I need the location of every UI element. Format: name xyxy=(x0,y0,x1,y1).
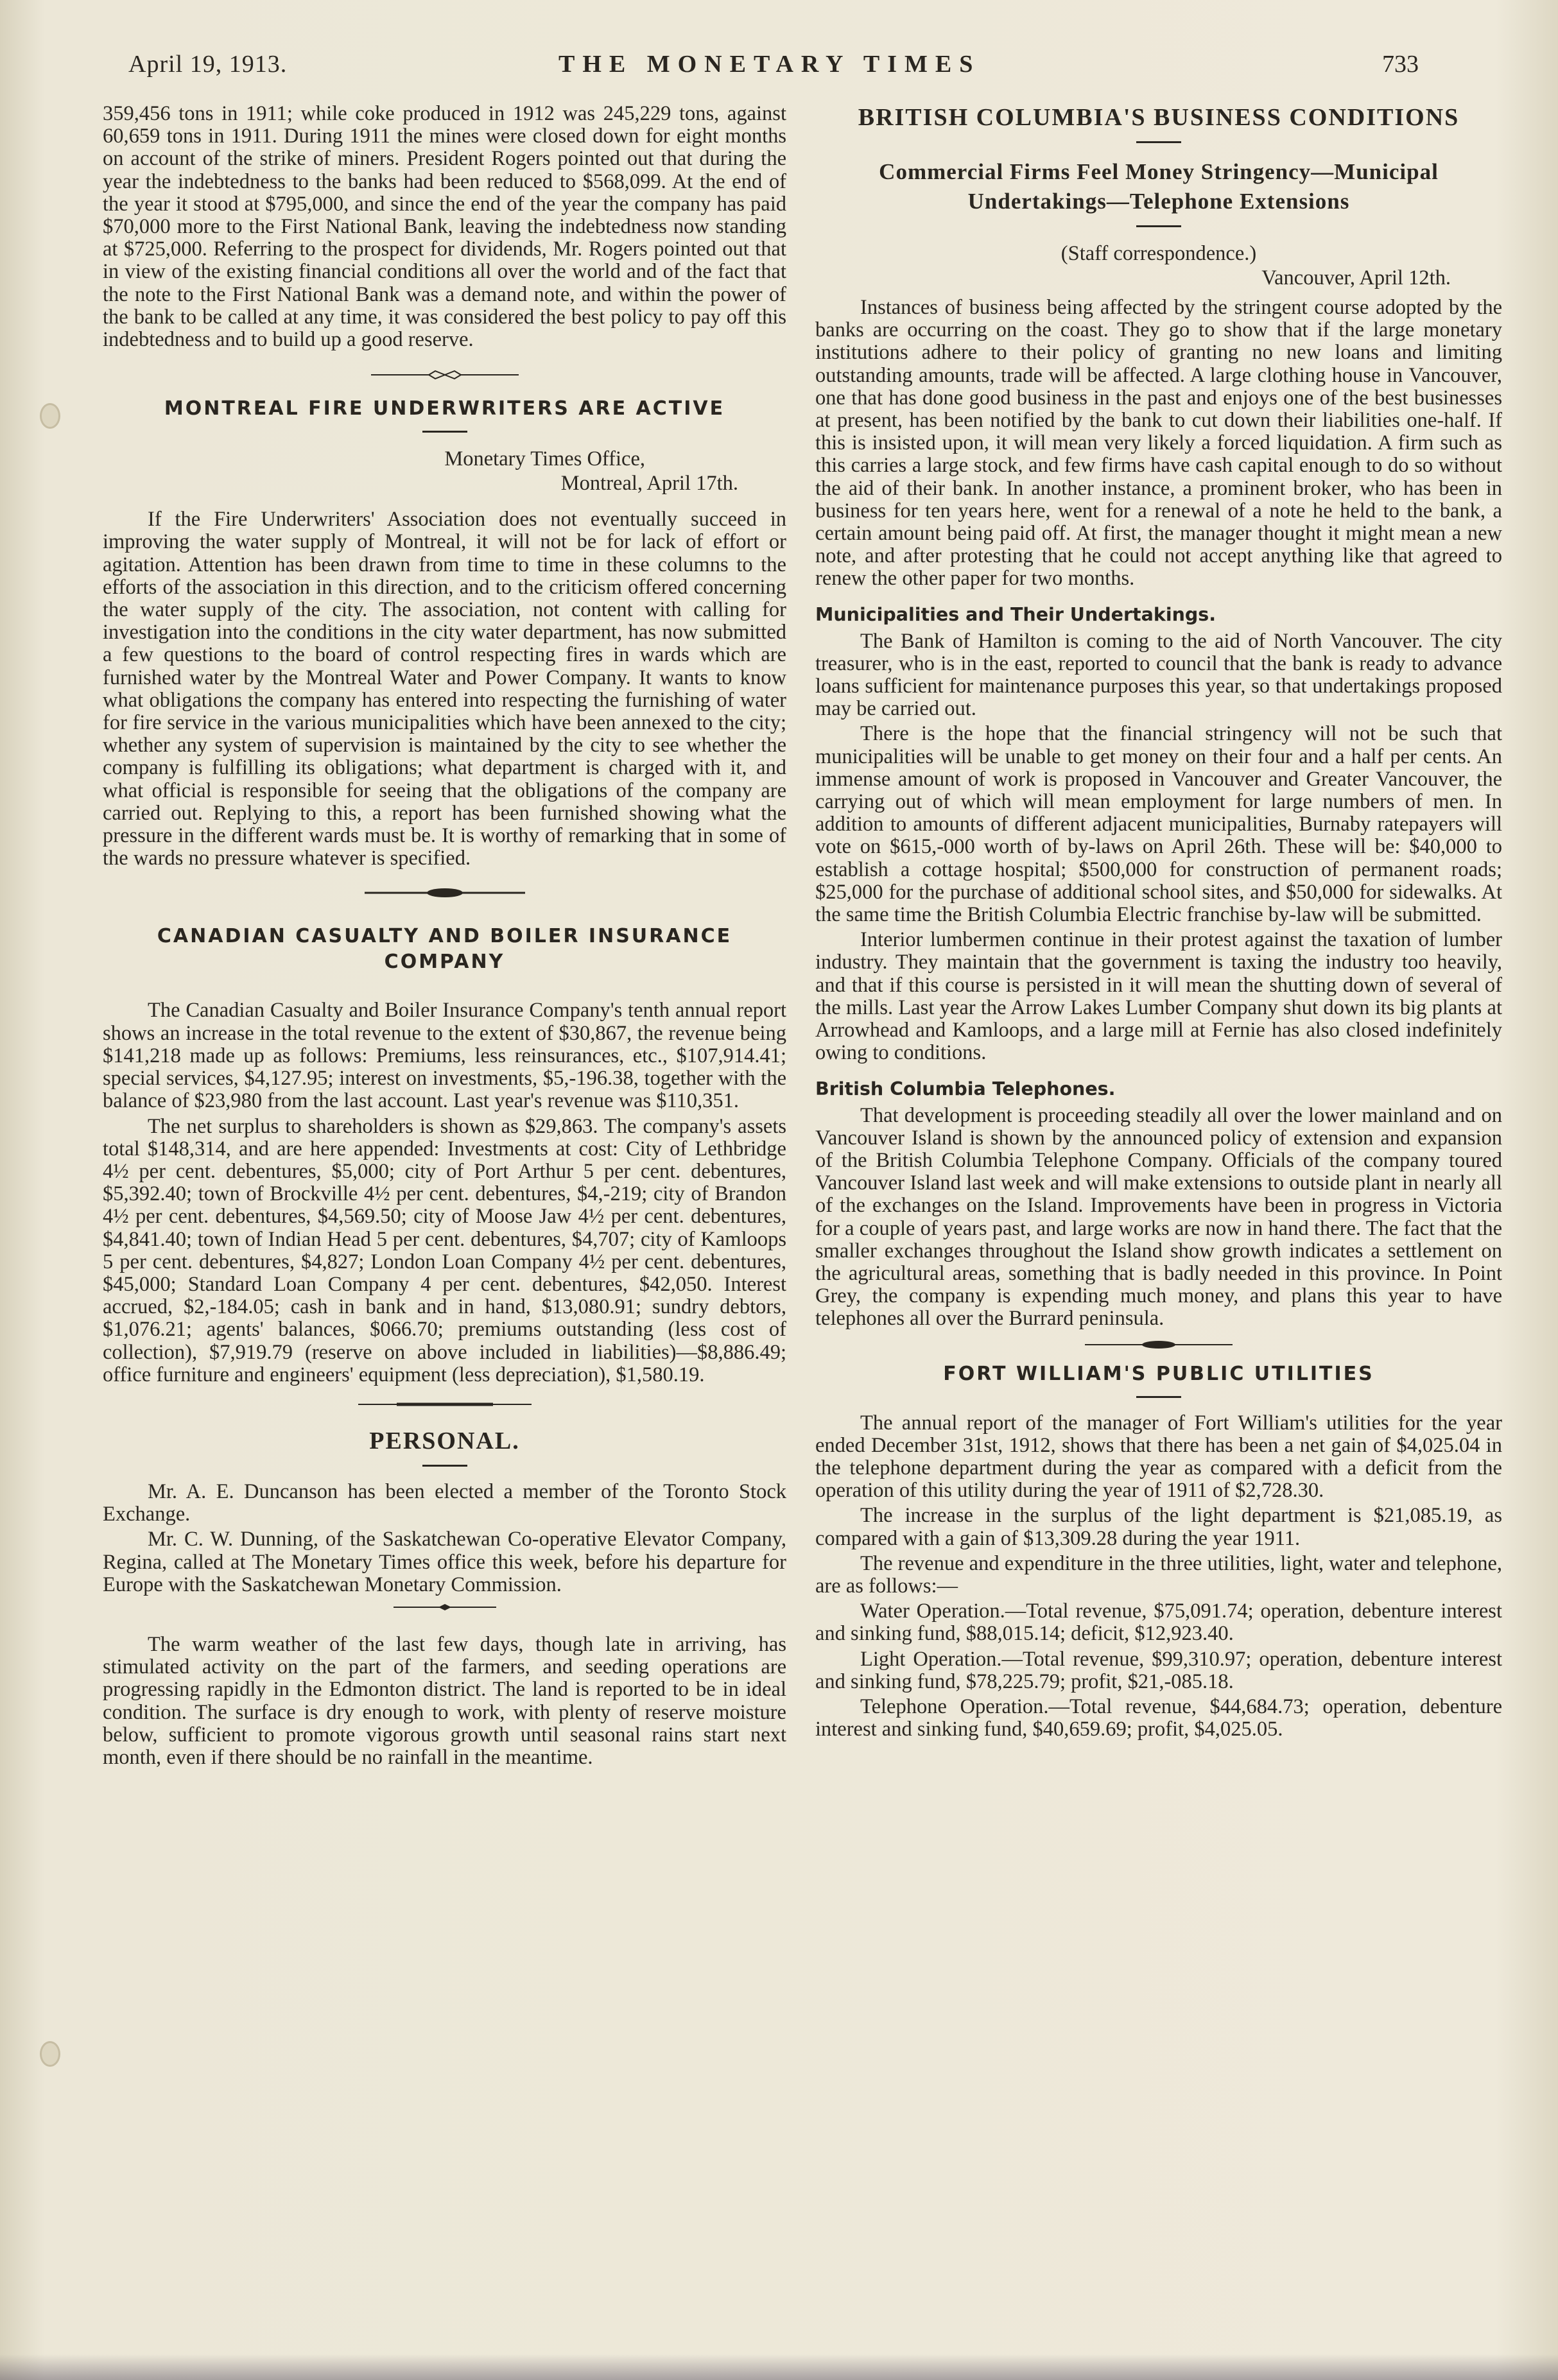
casualty-article xyxy=(103,924,786,1386)
header-title: THE MONETARY TIMES xyxy=(558,51,981,78)
left-column xyxy=(103,103,786,1772)
montreal-article xyxy=(103,396,786,870)
casualty-headline-line1: CANADIAN CASUALTY AND BOILER INSURANCE xyxy=(157,925,732,948)
personal-section xyxy=(103,1426,786,1596)
edmonton-weather-item: The warm weather of the last few days, though late in arriving, has stimulated activity on the part of the farmers, and seeding operations are progressing rapidly in the Edmonton district. The land is reported to be in ideal condition. The surface is dry enough to work, with plenty of reserve moisture below, sufficient to promote vigorous growth until seasonal rains start next month, even if there should be no rainfall in the meantime. xyxy=(103,1632,786,1769)
fortwilliam-article xyxy=(815,1361,1502,1741)
fw-para-1: The annual report of the manager of Fort William's utilities for the year ended December 31st, 1912, shows that there has been a net gain of $4,025.04 in the telephone department during the year as compared with a deficit from the operation of this utility during the year of 1911 of $2,728.30. xyxy=(815,1411,1502,1503)
bc-para-4: Interior lumbermen continue in their protest against the taxation of lumber industry. They maintain that the government is taxing the industry too heavily, and that if this course is persisted in it will mean the shutting down of several of the mills. Last year the Arrow Lakes Lumber Company shut down its big plants at Arrowhead and Kamloops, and a large mill at Fernie has also closed indefinitely owing to conditions. xyxy=(815,928,1502,1065)
ornament-divider-icon xyxy=(358,1399,532,1410)
bc-subheadline-line2: Undertakings—Telephone Extensions xyxy=(967,189,1350,214)
fw-telephone-operation: Telephone Operation.—Total revenue, $44,684.73; operation, debenture interest and sinking fund, $40,659.69; profit, $4,025.05. xyxy=(815,1694,1502,1741)
bc-para-2: The Bank of Hamilton is coming to the aid of North Vancouver. The city treasurer, who is in the east, reported to council that the bank is ready to advance loans sufficient for maintenance purposes this year, so that undertakings proposed may be carried out. xyxy=(815,629,1502,721)
title-rule xyxy=(422,1465,467,1467)
page-edge-shadow xyxy=(0,2354,1558,2380)
page-number: 733 xyxy=(1382,51,1419,78)
header-date: April 19, 1913. xyxy=(128,51,288,78)
bc-subheadline-line1: Commercial Firms Feel Money Stringency—Municipal xyxy=(879,159,1439,184)
personal-para-2: Mr. C. W. Dunning, of the Saskatchewan Co-operative Elevator Company, Regina, called at The Monetary Times office this week, before his departure for Europe with the Saskatchewan Monetary Commission. xyxy=(103,1528,786,1596)
bc-headline: BRITISH COLUMBIA'S BUSINESS CONDITIONS xyxy=(858,104,1460,131)
page-header xyxy=(128,50,1419,89)
fw-para-3: The revenue and expenditure in the three utilities, light, water and telephone, are as follows:— xyxy=(815,1551,1502,1598)
bc-subhead-municipalities: Municipalities and Their Undertakings. xyxy=(815,603,1216,625)
ornament-divider-icon xyxy=(394,1603,496,1612)
fw-water-operation: Water Operation.—Total revenue, $75,091.74; operation, debenture interest and sinking fund, $88,015.14; deficit, $12,923.40. xyxy=(815,1600,1502,1646)
casualty-para-1: The Canadian Casualty and Boiler Insurance Company's tenth annual report shows an increase in the total revenue to the extent of $30,867, the revenue being $141,218 made up as follows: Premiums, less reinsurances, etc., $107,914.41; special services, $4,127.95; interest on investments, $5,-196.38, together with the balance of $23,980 from the last account. Last year's revenue was $110,351. xyxy=(103,999,786,1113)
ornament-divider-icon xyxy=(371,365,519,384)
fortwilliam-headline: FORT WILLIAM'S PUBLIC UTILITIES xyxy=(943,1362,1374,1385)
ornament-divider-icon xyxy=(365,885,525,901)
montreal-headline: MONTREAL FIRE UNDERWRITERS ARE ACTIVE xyxy=(164,397,725,420)
casualty-para-2: The net surplus to shareholders is shown as $29,863. The company's assets total $148,314, and are here appended: Investments at cost: City of Lethbridge 4½ per cent. debentures, $5,000; city of Port Arthur 5 per cent. debentures, $5,392.40; town of Brockville 4½ per cent. debentures, $4,-219; city of Brandon 4½ per cent. debentures, $4,569.50; city of Moose Jaw 4½ per cent. debentures, $4,841.40; town of Indian Head 5 per cent. debentures, $4,707; city of Kamloops 5 per cent. debentures, $4,827; London Loan Company 4½ per cent. debentures, $45,000; Standard Loan Company 4 per cent. debentures, $42,050. Interest accrued, $2,-184.05; cash in bank and in hand, $13,080.91; sundry debtors, $1,076.21; agents' balances, $066.70; premiums outstanding (less cost of collection), $7,919.79 (reserve on above included in liabilities)—$8,886.49; office furniture and engineers' equipment (less depreciation), $1,580.19. xyxy=(103,1114,786,1386)
montreal-dateline: Montreal, April 17th. xyxy=(560,472,738,496)
binding-hole-icon xyxy=(40,2041,60,2067)
title-rule xyxy=(422,431,467,433)
coal-article-continuation: 359,456 tons in 1911; while coke produced in 1912 was 245,229 tons, against 60,659 tons in 1911. During 1911 the mines were closed down for eight months on account of the strike of miners. President Rogers pointed out that during the year the indebtedness to the banks had been reduced to $568,099. At the end of the year it stood at $795,000, and since the end of the year the company has paid $70,000 more to the First National Bank, leaving the indebtedness now standing at $725,000. Referring to the prospect for dividends, Mr. Rogers pointed out that in view of the existing financial conditions all over the world and of the fact that the note to the First National Bank was a demand note, and within the power of the bank to be called at any time, it was considered the best policy to pay off this indebtedness and to build up a good reserve. xyxy=(103,102,786,352)
bc-article xyxy=(815,103,1502,1331)
bc-dateline: Vancouver, April 12th. xyxy=(1261,266,1451,289)
bc-para-5: That development is proceeding steadily all over the lower mainland and on Vancouver Island is shown by the announced policy of extension and expansion of the British Columbia Telephone Company. Officials of the company toured Vancouver Island last week and will make extensions to outside plant in nearly all of the exchanges on the Island. Improvements have been in progress in Victoria for a couple of years past, and large works are now in hand there. The fact that the smaller exchanges throughout the Island show growth indicates a settlement on the agricultural areas, something that is badly needed in this province. In Point Grey, the company is expending much money, and plans this year to have telephones all over the Burrard peninsula. xyxy=(815,1103,1502,1331)
right-column xyxy=(815,103,1502,1743)
title-rule xyxy=(1136,225,1181,227)
personal-headline: PERSONAL. xyxy=(369,1427,520,1454)
title-rule xyxy=(1136,141,1181,143)
fw-light-operation: Light Operation.—Total revenue, $99,310.97; operation, debenture interest and sinking fund, $78,225.79; profit, $21,-085.18. xyxy=(815,1647,1502,1693)
fw-para-2: The increase in the surplus of the light department is $21,085.19, as compared with a gain of $13,309.28 during the year 1911. xyxy=(815,1504,1502,1550)
personal-para-1: Mr. A. E. Duncanson has been elected a member of the Toronto Stock Exchange. xyxy=(103,1479,786,1526)
bc-subhead-telephones: British Columbia Telephones. xyxy=(815,1078,1116,1099)
bc-para-1: Instances of business being affected by the stringent course adopted by the banks are occurring on the coast. They go to show that if the large monetary institutions adhere to their policy of granting no new loans and limiting outstanding amounts, trade will be affected. A large clothing house in Vancouver, one that has done good business in the past and enjoys one of the best businesses at present, has been notified by the bank to cut down their liabilities one-half. If this is insisted upon, it will mean very likely a forced liquidation. A firm such as this carries a large stock, and few firms have cash capital enough to do so without the aid of their bank. In another instance, a prominent broker, who has been in business for ten years here, went for a renewal of a note he held to the bank, a certain amount being paid off. At first, the manager thought it might mean a new note, and after protesting that he could not accept anything like that agreed to renew the other paper for two months. xyxy=(815,296,1502,591)
ornament-divider-icon xyxy=(1085,1337,1233,1352)
title-rule xyxy=(1136,1396,1181,1398)
montreal-body: If the Fire Underwriters' Association does not eventually succeed in improving the water supply of Montreal, it will not be for lack of effort or agitation. Attention has been drawn from time to time in these columns to the efforts of the association in this direction, and to the criticism offered concerning the water supply of the city. The association, not content with calling for investigation into the conditions in the city water department, has now submitted a few questions to the board of control respecting fires in wards which are furnished water by the Montreal Water and Power Company. It wants to know what obligations the company has entered into respecting the furnishing of water for fire service in the various municipalities which have been annexed to the city; whether any system of supervision is maintained by the city to see whether the company is fulfilling its obligations; what department is charged with it, and what official is responsible for seeing that the obligations of the company are carried out. Replying to this, a report has been furnished showing what the pressure in the different wards must be. It is worthy of remarking that in some of the wards no pressure whatever is specified. xyxy=(103,508,786,870)
binding-hole-icon xyxy=(40,403,60,429)
casualty-headline-line2: COMPANY xyxy=(384,951,505,974)
montreal-office: Monetary Times Office, xyxy=(444,447,645,471)
bc-para-3: There is the hope that the financial stringency will not be such that municipalities will be unable to get money on their four and a half per cents. An immense amount of work is proposed in Vancouver and Greater Vancouver, the carrying out of which will mean employment for large numbers of men. In addition to amounts of different adjacent municipalities, Burnaby ratepayers will vote on $615,-000 worth of by-laws on April 26th. These will be: $40,000 to establish a cottage hospital; $500,000 for construction of permanent roads; $25,000 for the purchase of additional school sites, and $50,000 for sidewalks. At the same time the British Columbia Electric franchise by-law will be submitted. xyxy=(815,722,1502,927)
bc-staff-credit: (Staff correspondence.) xyxy=(1060,242,1257,265)
